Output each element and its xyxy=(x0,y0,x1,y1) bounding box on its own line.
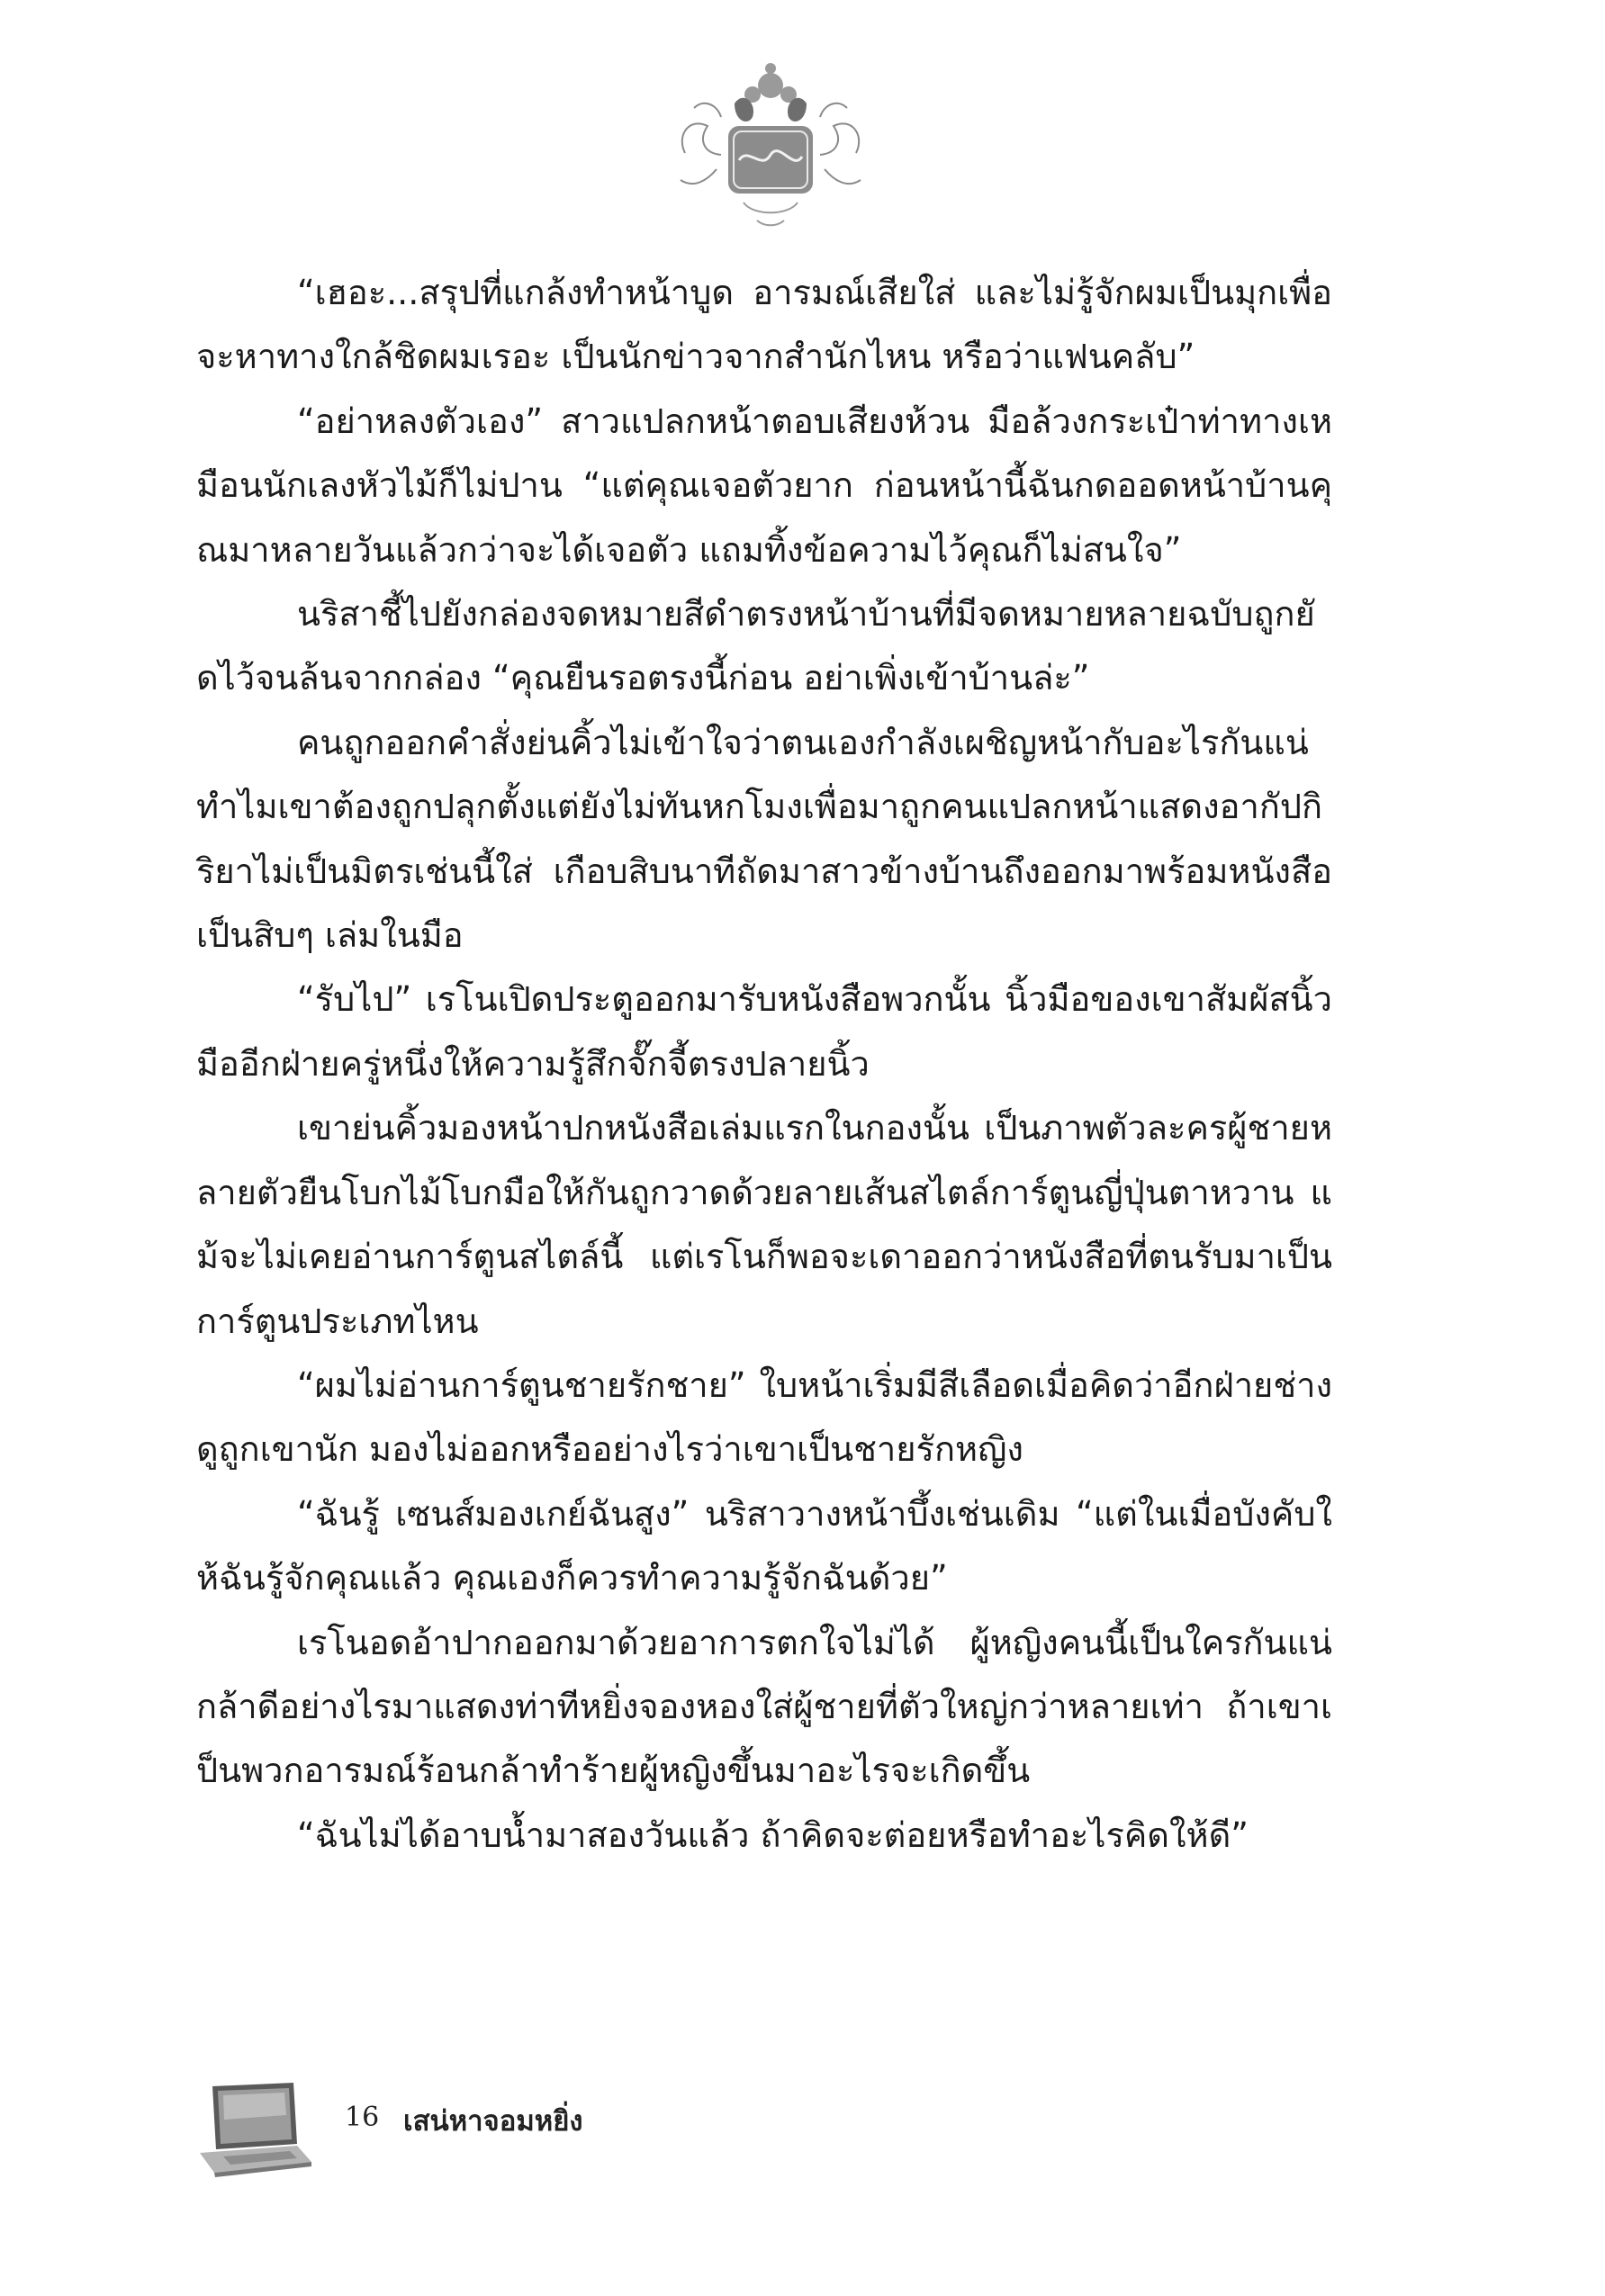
paragraph: “ผมไม่อ่านการ์ตูนชายรักชาย” ใบหน้าเริ่มมีสีเลือดเมื่อคิดว่าอีกฝ่ายช่างดูถูกเขานัก มองไม่ออกหรืออย่างไรว่าเขาเป็นชายรักหญิง xyxy=(196,1364,1332,1470)
paragraph: “ฉันไม่ได้อาบน้ำมาสองวันแล้ว ถ้าคิดจะต่อยหรือทำอะไรคิดให้ดี” xyxy=(297,1814,1249,1855)
paragraph: เขาย่นคิ้วมองหน้าปกหนังสือเล่มแรกในกองนั้น เป็นภาพตัวละครผู้ชายหลายตัวยืนโบกไม้โบกมือให้กันถูกวาดด้วยลายเส้นสไตล์การ์ตูนญี่ปุ่นตาหวาน แม้จะไม่เคยอ่านการ์ตูนสไตล์นี้ แต่เรโนก็พอจะเดาออกว่าหนังสือที่ตนรับมาเป็นการ์ตูนประเภทไหน xyxy=(196,1108,1332,1341)
paragraph: นริสาชี้ไปยังกล่องจดหมายสีดำตรงหน้าบ้านที่มีจดหมายหลายฉบับถูกยัดไว้จนล้นจากกล่อง “คุณยืนรอตรงนี้ก่อน อย่าเพิ่งเข้าบ้านล่ะ” xyxy=(196,594,1315,698)
page-number: 16 xyxy=(345,2102,380,2133)
paragraph: “รับไป” เรโนเปิดประตูออกมารับหนังสือพวกนั้น นิ้วมือของเขาสัมผัสนิ้วมืออีกฝ่ายครู่หนึ่งให้ความรู้สึกจั๊กจี้ตรงปลายนิ้ว xyxy=(196,979,1332,1084)
body-text xyxy=(196,261,1332,1868)
paragraph: “เฮอะ...สรุปที่แกล้งทำหน้าบูด อารมณ์เสียใส่ และไม่รู้จักผมเป็นมุกเพื่อจะหาทางใกล้ชิดผมเรอะ เป็นนักข่าวจากสำนักไหน หรือว่าแฟนคลับ” xyxy=(196,273,1332,377)
paragraph: “อย่าหลงตัวเอง” สาวแปลกหน้าตอบเสียงห้วน มือล้วงกระเป๋าท่าทางเหมือนนักเลงหัวไม้ก็ไม่ปาน “แต่คุณเจอตัวยาก ก่อนหน้านี้ฉันกดออดหน้าบ้านคุณมาหลายวันแล้วกว่าจะได้เจอตัว แถมทิ้งข้อความไว้คุณก็ไม่สนใจ” xyxy=(196,401,1332,570)
paragraph: เรโนอดอ้าปากออกมาด้วยอาการตกใจไม่ได้ ผู้หญิงคนนี้เป็นใครกันแน่ กล้าดีอย่างไรมาแสดงท่าทีหยิ่งจองหองใส่ผู้ชายที่ตัวใหญ่กว่าหลายเท่า ถ้าเขาเป็นพวกอารมณ์ร้อนกล้าทำร้ายผู้หญิงขึ้นมาอะไรจะเกิดขึ้น xyxy=(196,1622,1332,1791)
laptop-icon xyxy=(196,2079,313,2178)
book-title: เสน่หาจอมหยิ่ง xyxy=(403,2105,583,2138)
page-footer xyxy=(196,2075,916,2192)
paragraph: คนถูกออกคำสั่งย่นคิ้วไม่เข้าใจว่าตนเองกำลังเผชิญหน้ากับอะไรกันแน่ ทำไมเขาต้องถูกปลุกตั้งแต่ยังไม่ทันหกโมงเพื่อมาถูกคนแปลกหน้าแสดงอากัปกิริยาไม่เป็นมิตรเช่นนี้ใส่ เกือบสิบนาทีถัดมาสาวข้างบ้านถึงออกมาพร้อมหนังสือเป็นสิบๆ เล่มในมือ xyxy=(196,722,1332,956)
ornamental-crest-icon xyxy=(667,54,874,234)
paragraph: “ฉันรู้ เซนส์มองเกย์ฉันสูง” นริสาวางหน้าบึ้งเช่นเดิม “แต่ในเมื่อบังคับให้ฉันรู้จักคุณแล้ว คุณเองก็ควรทำความรู้จักฉันด้วย” xyxy=(196,1493,1332,1598)
